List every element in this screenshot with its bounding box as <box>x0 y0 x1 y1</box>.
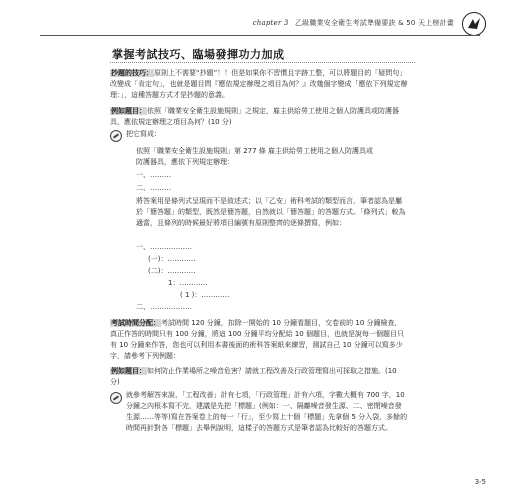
answer1-item2: 二、……… <box>136 184 171 192</box>
chapter-label: chapter 3 <box>252 19 289 27</box>
answer2-paragraph: 就參考解答來說，「工程改善」計有七項，「行政管理」計有六項，字數大概有 700 字，10 分鐘之內根本寫不完，建議是先把「標題」(例如：一、隔離噪音發生源、二、密閉噪音發生源……等等)寫在答案卷上的每一「行」，至少寫上十個「標題」先拿個 5 分入袋，多餘的時間再針對各「標題」去舉例說明，這樣子的答題方式是筆者認為比較好的答題方式。 <box>126 391 408 432</box>
answer1-lead: 把它寫成： <box>126 130 161 138</box>
section-title: 掌握考試技巧、臨場發揮功力加成 <box>112 48 285 61</box>
answer1-paragraph: 將答案用是條列式呈現而不是敘述式；以「乙安」術科考試的類型而言，筆者認為是屬於「簡答題」的類型，既然是簡答題，自然就以「簡答題」的答題方式。「條列式」較為適當，且條列的時候最好將項目編號有原則整齊的逐條撰寫，例如： <box>136 197 406 227</box>
outline-item: 一、……………… <box>136 243 192 251</box>
example1-paragraph <box>110 106 408 128</box>
book-logo-icon <box>462 12 486 36</box>
outline-item: (一)：………… <box>148 255 196 263</box>
outline-item: (二)：………… <box>148 267 196 275</box>
tip-text: 原則上不需要“抄題”！！但是如果你不習慣且字跡工整，可以將題目的「疑問句」改變成「肯定句」，也就是題目問『應依規定辦理之項目為何？』改幾個字變成「應依下列規定辦理：」，這種答題方式才是抄題的意義。 <box>110 69 408 99</box>
section-rule <box>110 62 415 63</box>
running-head <box>253 18 454 28</box>
chapter-title: 乙級職業安全衛生考試準備要訣 & 50 天上榜計畫 <box>294 19 454 27</box>
time-text: 考試時間 120 分鐘，扣除一開始的 10 分鐘看題目，交卷前的 10 分鐘檢查，真正作答的時間只有 100 分鐘，將這 100 分鐘平均分配給 10 個題目，也就是說每一個題目只有 10 分鐘來作答，您也可以利用本書後面的術科答案紙來練習，測試自己 10 分鐘可以寫多少字，請參考下列例題： <box>110 319 404 360</box>
page-number: 3-5 <box>474 478 486 486</box>
answer1-item1: 一、……… <box>136 171 171 179</box>
outline-item: 二、……………… <box>136 303 192 311</box>
time-paragraph <box>110 318 408 362</box>
outline-item: 1：………… <box>168 279 208 287</box>
header-rule <box>40 35 480 36</box>
answer1-line2: 防護器具，應依下列規定辦理： <box>136 158 234 166</box>
page-header <box>40 14 480 36</box>
tip-label: 抄題的技巧： <box>111 69 153 77</box>
example2-paragraph <box>110 366 408 388</box>
answer1-line1: 依照「職業安全衛生設施規則」第 277 條 雇主供給勞工使用之個人防護具或 <box>136 147 374 155</box>
example2-label: 例如題目： <box>111 367 146 375</box>
example1-label: 例如題目： <box>111 107 146 115</box>
pen-icon <box>110 392 122 404</box>
example1-text: 依照「職業安全衛生設施規則」之規定，雇主供給勞工使用之個人防護具或防護器具，應依規定辦理之項目為何？(10 分) <box>110 107 399 126</box>
tip-paragraph <box>110 68 408 101</box>
outline-item: ( 1 )：………… <box>180 291 230 299</box>
time-label: 考試時間分配： <box>111 319 160 327</box>
example2-text: 如何防止作業場所之噪音危害？請就工程改善及行政管理寫出可採取之措施。(10 分) <box>110 367 397 386</box>
pen-icon <box>110 130 122 142</box>
